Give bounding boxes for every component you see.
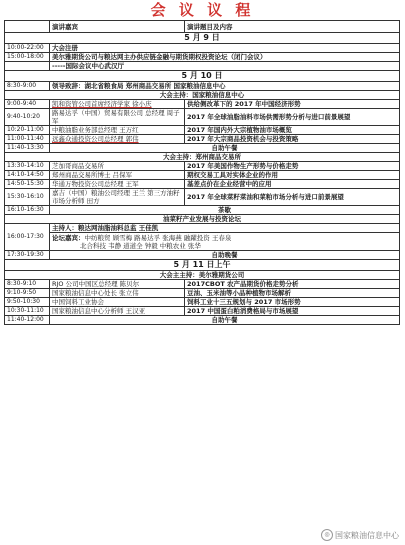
day-row xyxy=(5,71,400,82)
time-cell: 15:00-18:00 xyxy=(5,53,50,62)
table-row xyxy=(5,162,400,171)
table-row xyxy=(5,171,400,180)
topic-cell: 豆油、玉米油等小品种植物市场解析 xyxy=(185,289,400,298)
forum-guests-line2: 北合科技 韦静 道道全 钟毅 中粮农业 张华 xyxy=(80,241,201,250)
time-cell: 11:00-11:40 xyxy=(5,135,50,144)
table-row xyxy=(5,135,400,144)
event-cell: 大会注册 xyxy=(50,44,400,53)
forum-guests-label: 论坛嘉宾： xyxy=(52,233,85,242)
table-row xyxy=(5,82,400,91)
day2-label: 5 月 10 日 xyxy=(5,71,400,82)
topic-cell: 2017 年国内外大宗植物油市场概览 xyxy=(185,126,400,135)
forum-host-cell: 主持人：粮达网油脂油料总监 王佳凯 xyxy=(50,224,400,233)
time-cell: 10:30-11:10 xyxy=(5,307,50,316)
table-row xyxy=(5,251,400,260)
speaker-cell: 郑州商品交易所博士 吕保军 xyxy=(50,171,185,180)
host-label: 大会主持：郑州商品交易所 xyxy=(5,153,400,162)
forum-title: 油菜籽产业发展与投资论坛 xyxy=(5,215,400,224)
host-row xyxy=(5,153,400,162)
day-row xyxy=(5,33,400,44)
event-cell: -----国际会议中心武汉厅 xyxy=(50,62,400,71)
speaker-cell: 路易达孚（中国）贸易有限公司 总经理 周子军 xyxy=(50,109,185,126)
table-header xyxy=(5,21,400,33)
speaker-cell: 远鑫众通投资公司总经理 郭伟 xyxy=(50,135,185,144)
host-label: 大会主持：国家粮油信息中心 xyxy=(5,91,400,100)
speaker-cell: 嘉吉（中国）粮油公司经理 王兰 第三方油籽市场分析师 田方 xyxy=(50,189,185,206)
time-cell: 13:30-14:10 xyxy=(5,162,50,171)
forum-guests-line1: 中纺粮贸 顾雪梅 路易达孚 张海燕 融躍投资 王春泉 xyxy=(84,233,232,242)
table-row xyxy=(5,233,400,251)
time-cell: 9:00-9:40 xyxy=(5,100,50,109)
host-label: 大会主主持：美尔雅期货公司 xyxy=(5,271,400,280)
time-cell: 11:40-12:00 xyxy=(5,316,50,325)
time-cell: 9:50-10:30 xyxy=(5,298,50,307)
topic-header: 演讲题目及内容 xyxy=(185,21,400,33)
time-cell: 8:30-9:10 xyxy=(5,280,50,289)
table-row xyxy=(5,180,400,189)
time-cell: 16:00-17:30 xyxy=(5,224,50,251)
time-cell: 8:30-9:00 xyxy=(5,82,50,91)
time-cell: 16:10-16:30 xyxy=(5,206,50,215)
speaker-header: 演讲嘉宾 xyxy=(50,21,185,33)
time-cell: 9:40-10:20 xyxy=(5,109,50,126)
time-cell: 10:00-22:00 xyxy=(5,44,50,53)
topic-cell: 期权交易工具对实体企业的作用 xyxy=(185,171,400,180)
speaker-cell: 华通万物投资公司总经理 王军 xyxy=(50,180,185,189)
table-row xyxy=(5,316,400,325)
table-row xyxy=(5,109,400,126)
table-row xyxy=(5,307,400,316)
topic-cell: 2017 年大宗商品投资机会与投资策略 xyxy=(185,135,400,144)
table-row xyxy=(5,144,400,153)
table-row xyxy=(5,100,400,109)
table-row xyxy=(5,126,400,135)
event-cell: 领导致辞：湖北省粮食局 郑州商品交易所 国家粮油信息中心 xyxy=(50,82,400,91)
speaker-cell: 国家粮油信息中心分析师 王汉亚 xyxy=(50,307,185,316)
table-row xyxy=(5,206,400,215)
speaker-cell: 中粮油脂业务部总经理 王万红 xyxy=(50,126,185,135)
table-row xyxy=(5,298,400,307)
time-cell: 15:30-16:10 xyxy=(5,189,50,206)
forum-guests-cell xyxy=(50,233,400,251)
table-row xyxy=(5,62,400,71)
time-cell xyxy=(5,62,50,71)
tea-break-cell: 茶歇 xyxy=(50,206,400,215)
time-cell: 9:10-9:50 xyxy=(5,289,50,298)
wechat-logo-icon: ◎ xyxy=(321,529,333,541)
forum-row xyxy=(5,215,400,224)
time-cell: 14:50-15:30 xyxy=(5,180,50,189)
host-row xyxy=(5,271,400,280)
topic-cell: 2017 年全球菜籽菜油和菜粕市场分析与进口前景展望 xyxy=(185,189,400,206)
table-row xyxy=(5,224,400,233)
meal-cell: 自助午餐 xyxy=(50,316,400,325)
speaker-cell: 中国饲料工业协会 xyxy=(50,298,185,307)
time-cell: 10:20-11:00 xyxy=(5,126,50,135)
agenda-table xyxy=(4,20,400,325)
day1-label: 5 月 9 日 xyxy=(5,33,400,44)
speaker-cell: 芝加哥商品交易所 xyxy=(50,162,185,171)
day3-label: 5 月 11 日上午 xyxy=(5,260,400,271)
watermark-text: 国家粮油信息中心 xyxy=(335,530,399,540)
speaker-cell: 国家粮油信息中心处长 张立伟 xyxy=(50,289,185,298)
meal-cell: 自助午餐 xyxy=(50,144,400,153)
time-cell: 17:30-19:30 xyxy=(5,251,50,260)
document-title: 会 议 议 程 xyxy=(150,1,255,19)
event-cell: 美尔雅期货公司与粮达网主办供应链金融与期货期权投资论坛（闭门会议） xyxy=(50,53,400,62)
topic-cell: 基差点价在企业经营中的应用 xyxy=(185,180,400,189)
table-row xyxy=(5,280,400,289)
topic-cell: 饲料工业十三五规划与 2017 市场形势 xyxy=(185,298,400,307)
speaker-cell: RJO 公司中国区总经理 陈贝尔 xyxy=(50,280,185,289)
topic-cell: 2017 年美国作物生产形势与价格走势 xyxy=(185,162,400,171)
topic-cell: 2017 中国蛋白粕消费格局与市场展望 xyxy=(185,307,400,316)
table-row xyxy=(5,44,400,53)
watermark xyxy=(321,529,399,541)
speaker-cell: 凯和资管公司首席经济学家 徐小庆 xyxy=(50,100,185,109)
topic-cell: 2017 年全球油脂油料市场供需形势分析与进口前景展望 xyxy=(185,109,400,126)
host-row xyxy=(5,91,400,100)
time-cell: 11:40-13:30 xyxy=(5,144,50,153)
table-row xyxy=(5,189,400,206)
topic-cell: 2017CBOT 农产品期货价格走势分析 xyxy=(185,280,400,289)
time-header-cell xyxy=(5,21,50,33)
table-row xyxy=(5,289,400,298)
meal-cell: 自助晚餐 xyxy=(50,251,400,260)
topic-cell: 供给侧改革下的 2017 年中国经济形势 xyxy=(185,100,400,109)
table-row xyxy=(5,53,400,62)
time-cell: 14:10-14:50 xyxy=(5,171,50,180)
day-row xyxy=(5,260,400,271)
